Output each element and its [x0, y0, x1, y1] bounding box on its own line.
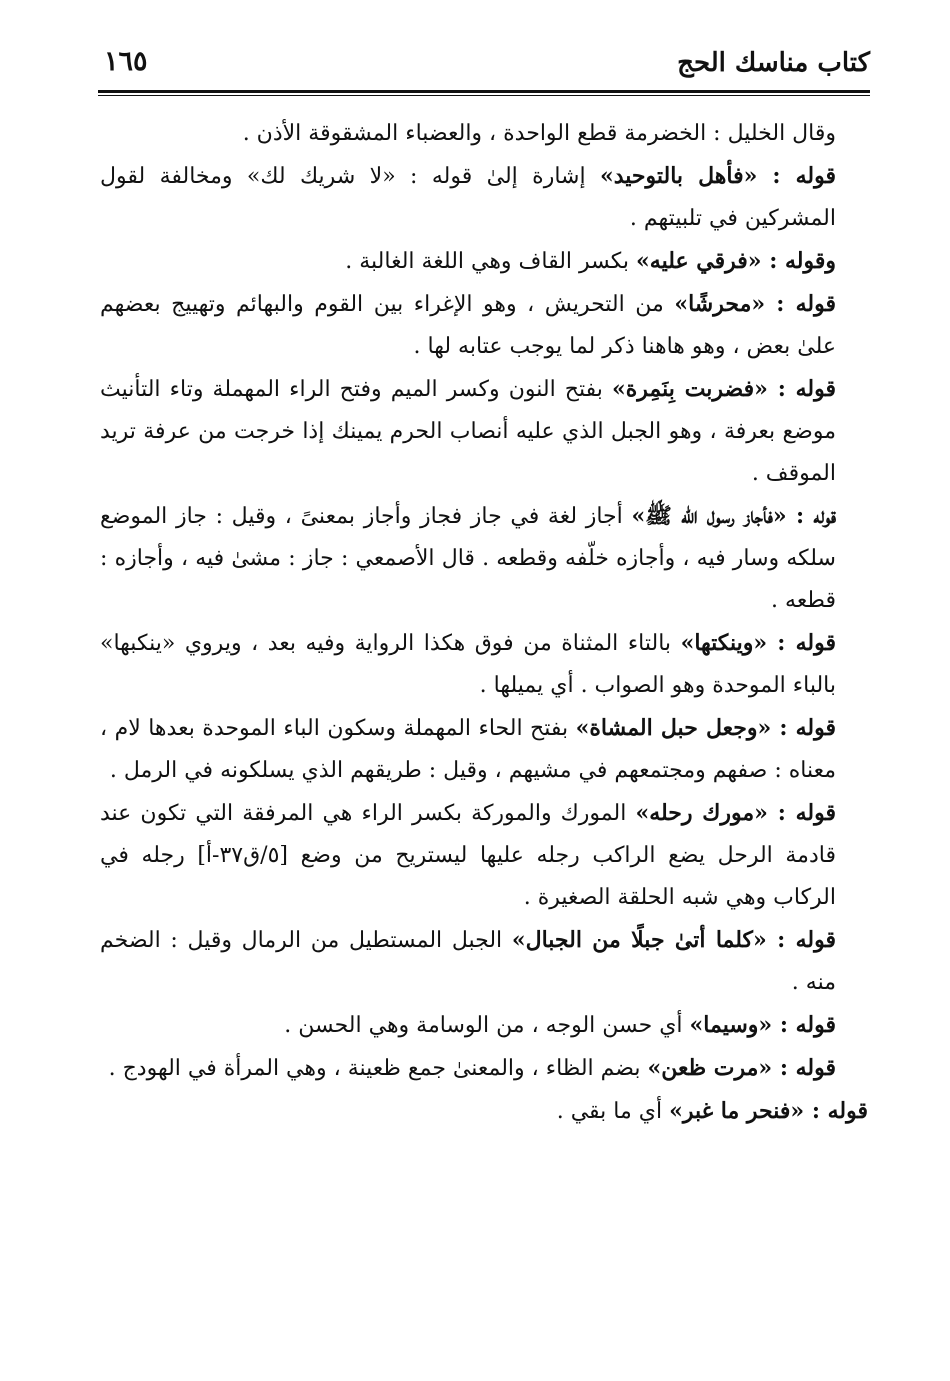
paragraph-6	[100, 495, 868, 622]
running-header	[98, 40, 870, 86]
paragraph-keyword: وقوله :	[761, 248, 836, 274]
paragraph-text: الجبل المستطيل من الرمال وقيل : الضخم منه .	[100, 928, 836, 995]
page-body	[100, 112, 868, 1133]
paragraph-keyword: قوله :	[804, 1098, 868, 1124]
paragraph-keyword: قوله :	[757, 163, 836, 189]
page-number: ١٦٥	[104, 46, 148, 77]
paragraph-keyword: قوله :	[767, 376, 836, 402]
paragraph-2	[100, 155, 868, 240]
paragraph-10	[100, 919, 868, 1004]
paragraph-lemma: «كلما أتىٰ جبلًا من الجبال»	[511, 927, 767, 953]
paragraph-8	[100, 707, 868, 792]
paragraph-lemma: «فرقي عليه»	[636, 248, 762, 274]
header-title: كتاب مناسك الحج	[677, 48, 870, 78]
paragraph-11	[100, 1004, 868, 1047]
paragraph-text: إشارة إلىٰ قوله : «لا شريك لك» ومخالفة لقول المشركين في تلبيتهم .	[100, 164, 836, 231]
paragraph-13	[100, 1090, 868, 1133]
paragraph-lemma: «فنحر ما غبر»	[669, 1098, 805, 1124]
paragraph-lemma: «فأهل بالتوحيد»	[599, 163, 758, 189]
paragraph-1	[100, 112, 868, 155]
paragraph-lemma: «وجعل حبل المشاة»	[575, 715, 772, 741]
paragraph-lemma: «فضربت بِنَمِرة»	[612, 376, 768, 402]
paragraph-keyword: قوله :	[765, 291, 837, 317]
paragraph-keyword: قوله :	[771, 715, 836, 741]
paragraph-5	[100, 368, 868, 495]
paragraph-lemma: «وينكتها»	[680, 630, 768, 656]
paragraph-text: أي ما بقي .	[556, 1099, 670, 1124]
paragraph-text: بفتح النون وكسر الميم وفتح الراء المهملة وتاء التأنيث موضع بعرفة ، وهو الجبل الذي عليه أنصاب الحرم يمينك إذا خرجت من عرفة تريد الموقف .	[100, 377, 836, 486]
paragraph-keyword: قوله :	[772, 1012, 836, 1038]
paragraph-12	[100, 1047, 868, 1090]
paragraph-lemma: «وسيما»	[689, 1012, 773, 1038]
paragraph-text: بفتح الحاء المهملة وسكون الباء الموحدة بعدها لام ، معناه : صفهم ومجتمعهم في مشيهم ، وقيل : طريقهم الذي يسلكونه في الرمل .	[100, 716, 836, 783]
paragraph-text: أي حسن الوجه ، من الوسامة وهي الحسن .	[284, 1013, 690, 1038]
paragraph-text: بضم الظاء ، والمعنىٰ جمع ظعينة ، وهي المرأة في الهودج .	[108, 1056, 648, 1081]
paragraph-keyword: قوله :	[772, 1055, 836, 1081]
paragraph-lemma: «مورك رحله»	[635, 800, 768, 826]
paragraph-lemma: «فأجاز رسول الله ﷺ»	[631, 503, 787, 529]
paragraph-4	[100, 283, 868, 368]
paragraph-keyword: قوله :	[767, 630, 836, 656]
paragraph-text: بالتاء المثناة من فوق هكذا الرواية وفيه بعد ، ويروي «ينكبها» بالباء الموحدة وهو الصواب . أي يميلها .	[100, 631, 836, 698]
paragraph-keyword: قوله :	[766, 927, 836, 953]
paragraph-text: أجاز لغة في جاز فجاز وأجاز بمعنىً ، وقيل : جاز الموضع سلكه وسار فيه ، وأجازه خلّفه وقطعه . قال الأصمعي : جاز : مشىٰ فيه ، وأجازه : قطعه .	[100, 504, 836, 613]
paragraph-text: المورك والموركة بكسر الراء هي المرفقة التي تكون عند قادمة الرحل يضع الراكب رجله عليها ليستريح من وضع [٥/ق٣٧-أ] رجله في الركاب وهي شبه الحلقة الصغيرة .	[100, 801, 836, 910]
paragraph-keyword: قوله :	[786, 503, 836, 529]
header-rule-thin	[98, 95, 870, 96]
paragraph-keyword: قوله :	[767, 800, 836, 826]
header-rule	[98, 90, 870, 97]
header-rule-thick	[98, 90, 870, 93]
paragraph-text: من التحريش ، وهو الإغراء بين القوم والبهائم وتهييج بعضهم علىٰ بعض ، وهو هاهنا ذكر لما يوجب عتابه لها .	[100, 292, 836, 359]
paragraph-text: بكسر القاف وهي اللغة الغالبة .	[345, 249, 637, 274]
paragraph-3	[100, 240, 868, 283]
paragraph-7	[100, 622, 868, 707]
paragraph-lemma: «محرشًا»	[674, 291, 766, 317]
paragraph-9	[100, 792, 868, 919]
paragraph-text: وقال الخليل : الخضرمة قطع الواحدة ، والعضباء المشقوقة الأذن .	[242, 121, 836, 146]
paragraph-lemma: «مرت ظعن»	[647, 1055, 773, 1081]
